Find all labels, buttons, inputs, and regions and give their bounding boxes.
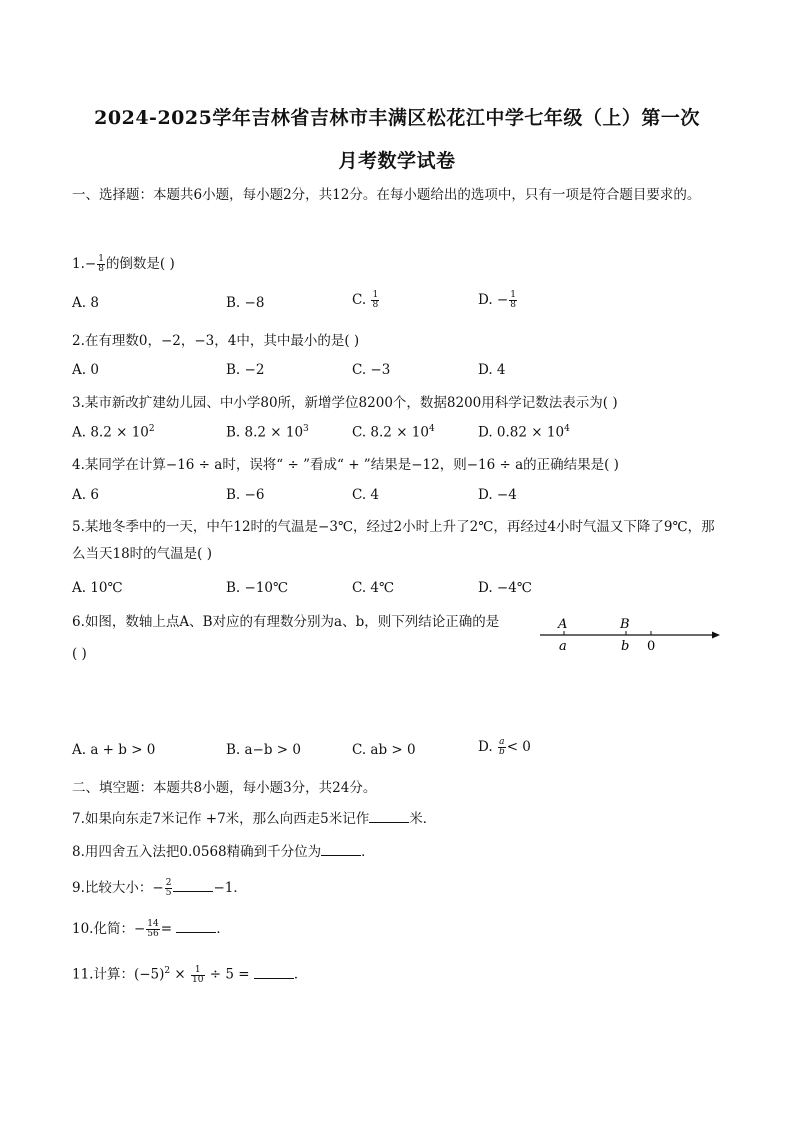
option-b[interactable]: B. −6 xyxy=(226,487,265,503)
fraction: $\frac{1}{8}$ xyxy=(98,254,104,274)
value-label-zero: 0 xyxy=(647,639,656,654)
question-1: 1.− $\frac{1}{8}$ 的倒数是( ) xyxy=(72,254,175,274)
question-11: 11.计算：$(-5)^2$ × $\frac{1}{10}$ ÷ 5 = ． xyxy=(72,964,308,985)
option-c[interactable]: C. ab > 0 xyxy=(352,742,416,758)
question-1-options xyxy=(72,290,632,319)
exam-title-line-1: 2024-2025学年吉林省吉林市丰满区松花江中学七年级（上）第一次 xyxy=(94,107,700,129)
answer-blank[interactable] xyxy=(369,810,409,823)
option-d[interactable]: D. −4℃ xyxy=(478,580,532,596)
answer-blank[interactable] xyxy=(173,879,213,892)
option-a[interactable]: A. a + b > 0 xyxy=(72,742,156,758)
point-label-B: B xyxy=(620,617,630,632)
option-c[interactable]: C. $8.2 \times 10^4$ xyxy=(352,424,435,441)
option-c[interactable]: C. 4 xyxy=(352,487,380,503)
question-6-line-2: ( ) xyxy=(72,646,87,662)
option-d[interactable]: D. − $\frac{1}{8}$ xyxy=(478,290,516,310)
question-10: 10.化简：− $\frac{14}{56}$ = ． xyxy=(72,919,230,939)
question-7: 7.如果向东走7米记作 +7米，那么向西走5米记作 米． xyxy=(72,811,437,827)
option-c[interactable]: C. 4℃ xyxy=(352,580,395,596)
question-3: 3.某市新改扩建幼儿园、中小学80所，新增学位8200个，数据8200用科学记数法表示为( ) xyxy=(72,395,618,411)
section-fill-in-header: 二、填空题：本题共8小题，每小题3分，共24分。 xyxy=(72,780,377,796)
question-6-line-1: 6.如图，数轴上点A、B对应的有理数分别为a、b，则下列结论正确的是 xyxy=(72,614,500,630)
option-c[interactable]: C. −3 xyxy=(352,362,391,378)
question-3-options xyxy=(72,424,632,448)
answer-blank[interactable] xyxy=(254,966,294,979)
question-2-options xyxy=(72,362,632,386)
option-a[interactable]: A. 10℃ xyxy=(72,580,123,596)
option-d[interactable]: D. $\frac{a}{b}$ < 0 xyxy=(478,737,531,757)
option-a[interactable]: A. $8.2 \times 10^2$ xyxy=(72,424,155,441)
question-9: 9.比较大小：− $\frac{2}{5}$ −1． xyxy=(72,878,247,898)
option-b[interactable]: B. $8.2 \times 10^3$ xyxy=(226,424,309,441)
option-c[interactable]: C. $\frac{1}{8}$ xyxy=(352,290,379,310)
option-b[interactable]: B. −8 xyxy=(226,295,265,311)
section-multiple-choice-header: 一、选择题：本题共6小题，每小题2分，共12分。在每小题给出的选项中，只有一项是符合题目要求的。 xyxy=(72,187,701,203)
option-a[interactable]: A. 0 xyxy=(72,362,99,378)
option-a[interactable]: A. 8 xyxy=(72,295,99,311)
option-b[interactable]: B. −2 xyxy=(226,362,265,378)
option-b[interactable]: B. −10℃ xyxy=(226,580,289,596)
question-2: 2.在有理数0，−2，−3，4中，其中最小的是( ) xyxy=(72,333,360,349)
option-d[interactable]: D. $0.82 \times 10^4$ xyxy=(478,424,570,441)
number-line-figure xyxy=(536,612,726,656)
question-4: 4.某同学在计算−16 ÷ a时，误将“ ÷ ”看成“ + ”结果是−12，则−16 ÷ a的正确结果是( ) xyxy=(72,457,619,473)
option-d[interactable]: D. −4 xyxy=(478,487,517,503)
answer-blank[interactable] xyxy=(321,843,361,856)
value-label-a: a xyxy=(559,639,567,654)
question-8: 8.用四舍五入法把0.0568精确到千分位为 ． xyxy=(72,844,375,860)
question-5-options xyxy=(72,580,632,604)
answer-blank[interactable] xyxy=(176,920,216,933)
option-a[interactable]: A. 6 xyxy=(72,487,99,503)
question-5: 5.某地冬季中的一天，中午12时的气温是−3℃，经过2小时上升了2℃，再经过4小时气温又下降了9℃，那么当天18时的气温是( ) xyxy=(72,519,715,562)
value-label-b: b xyxy=(621,639,630,654)
option-b[interactable]: B. a−b > 0 xyxy=(226,742,301,758)
question-6-options xyxy=(72,737,632,766)
question-4-options xyxy=(72,487,632,511)
point-label-A: A xyxy=(558,617,568,632)
arrow-icon xyxy=(712,632,720,639)
exam-title-line-2: 月考数学试卷 xyxy=(338,150,456,172)
option-d[interactable]: D. 4 xyxy=(478,362,506,378)
